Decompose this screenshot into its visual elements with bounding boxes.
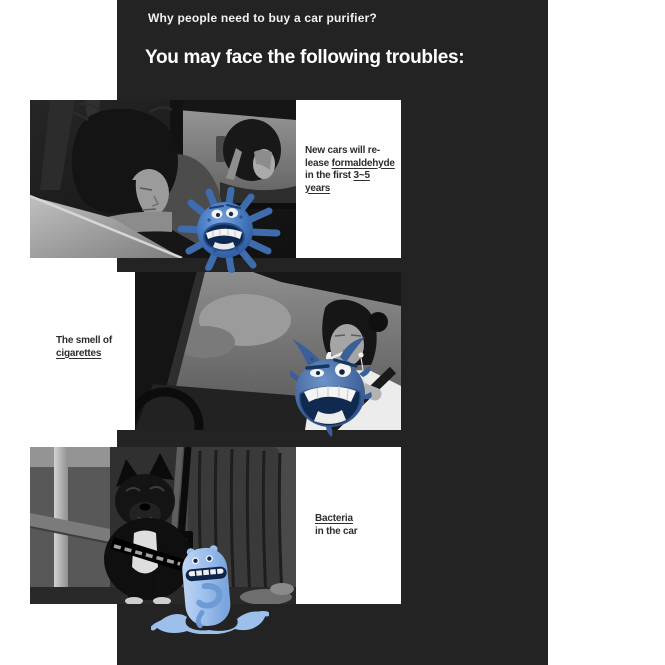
caption-line [56,348,131,361]
caption-line [305,183,397,196]
angry-germ-blob-icon [288,337,373,437]
caption-text: in the car [315,525,358,537]
caption-text: lease [305,157,332,169]
caption-text: The smell of [56,335,112,346]
caption-text-underlined: formaldehyde [331,157,395,169]
caption-line [305,170,397,183]
caption-text-underlined: Bacteria [315,513,353,524]
caption-text: New cars will re- [305,145,380,156]
melting-germ-icon [151,544,269,634]
caption-line [315,526,397,539]
caption-cigarettes [30,272,135,430]
header-title: You may face the following troubles: [145,47,465,68]
caption-text-underlined: 3~5 [353,170,370,181]
header-question: Why people need to buy a car purifier? [148,11,377,25]
caption-text-underlined: years [305,182,331,194]
caption-line [315,513,397,526]
caption-text: in the first [305,170,354,181]
caption-bacteria [296,447,401,604]
caption-line [305,158,397,171]
germ-virus-splat-icon [173,187,283,273]
caption-line [305,145,397,158]
caption-text-underlined: cigarettes [56,347,102,359]
caption-line [56,335,131,348]
caption-formaldehyde [296,100,401,258]
